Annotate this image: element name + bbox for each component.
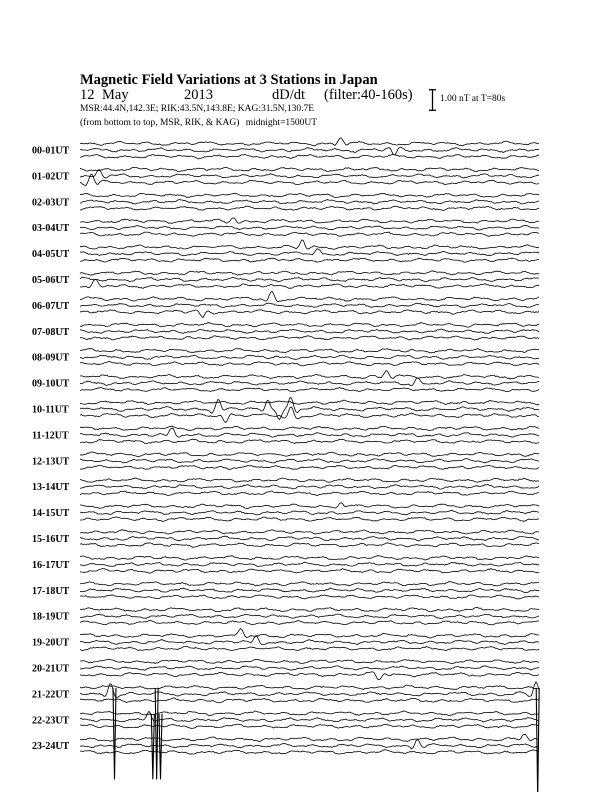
- hour-label: 08-09UT: [32, 352, 70, 364]
- station-trace: [80, 530, 539, 534]
- hour-label: 16-17UT: [32, 559, 70, 571]
- station-trace: [80, 400, 539, 405]
- station-trace: [80, 258, 539, 262]
- station-trace: [80, 426, 539, 430]
- station-trace: [80, 232, 539, 236]
- hour-label: 00-01UT: [32, 145, 70, 157]
- station-trace: [80, 371, 539, 379]
- hour-label: 06-07UT: [32, 300, 70, 312]
- station-trace: [80, 543, 539, 548]
- station-trace: [80, 536, 539, 541]
- date-month: May: [102, 87, 129, 103]
- station-trace: [80, 698, 539, 703]
- hour-label: 01-02UT: [32, 171, 70, 183]
- station-trace: [80, 428, 539, 437]
- station-trace: [80, 646, 539, 650]
- hour-label: 21-22UT: [32, 689, 70, 701]
- quantity-label: dD/dt: [272, 87, 306, 103]
- hour-label: 20-21UT: [32, 663, 70, 675]
- hour-label: 18-19UT: [32, 611, 70, 623]
- hour-label: 10-11UT: [32, 404, 69, 416]
- hour-label: 09-10UT: [32, 378, 70, 390]
- station-trace: [80, 620, 539, 624]
- station-trace: [80, 200, 539, 205]
- disturbance-spike: [155, 688, 158, 779]
- disturbance-spike: [159, 714, 162, 780]
- hour-label: 03-04UT: [32, 223, 70, 235]
- station-trace: [80, 607, 539, 611]
- hour-label: 17-18UT: [32, 585, 70, 597]
- disturbance-spike: [151, 714, 154, 780]
- scale-label: 1.00 nT at T=80s: [440, 94, 506, 104]
- station-trace: [80, 485, 539, 490]
- date-day: 12: [80, 87, 95, 103]
- station-trace: [80, 240, 539, 250]
- station-trace: [80, 336, 539, 340]
- station-trace: [80, 724, 539, 728]
- station-trace: [80, 378, 539, 386]
- station-trace: [80, 387, 539, 391]
- station-trace: [80, 629, 539, 638]
- station-trace: [80, 659, 539, 664]
- station-trace: [80, 291, 539, 302]
- hour-label: 11-12UT: [32, 430, 69, 442]
- disturbance-spike: [536, 688, 539, 792]
- station-trace: [80, 734, 539, 741]
- midnight-note: midnight=1500UT: [245, 118, 318, 128]
- station-trace: [80, 361, 539, 366]
- station-trace: [80, 666, 539, 671]
- station-trace: [80, 503, 539, 509]
- station-trace: [80, 407, 539, 423]
- date-year: 2013: [184, 87, 213, 103]
- station-trace: [80, 218, 539, 223]
- hour-label: 23-24UT: [32, 741, 70, 753]
- hour-label: 04-05UT: [32, 249, 70, 261]
- station-trace: [80, 147, 539, 155]
- station-trace: [80, 478, 539, 482]
- station-trace: [80, 225, 539, 230]
- station-trace: [80, 249, 539, 256]
- station-trace: [80, 459, 539, 463]
- station-trace: [80, 595, 539, 599]
- station-trace: [80, 614, 539, 618]
- hour-label: 19-20UT: [32, 637, 70, 649]
- station-trace: [80, 588, 539, 592]
- station-trace: [80, 562, 539, 566]
- station-trace: [80, 517, 539, 522]
- station-trace: [80, 193, 539, 197]
- station-trace: [80, 569, 539, 574]
- station-trace: [80, 465, 539, 469]
- station-trace: [80, 170, 539, 178]
- disturbance-spike: [113, 688, 116, 779]
- station-trace: [80, 637, 539, 645]
- station-trace: [80, 323, 539, 328]
- station-trace: [80, 439, 539, 443]
- station-trace: [80, 310, 539, 318]
- station-trace: [80, 138, 539, 146]
- station-trace: [80, 329, 539, 334]
- hour-label: 05-06UT: [32, 275, 70, 286]
- filter-label: (filter:40-160s): [324, 87, 413, 103]
- station-trace: [80, 154, 539, 159]
- hour-label: 14-15UT: [32, 508, 70, 520]
- station-trace: [80, 582, 539, 586]
- station-trace: [80, 685, 539, 690]
- hour-label: 22-23UT: [32, 715, 70, 727]
- stations-line: MSR:44.4N,142.3E; RIK:43.5N,143.8E; KAG:31.5N,130.7E: [80, 104, 315, 114]
- station-trace: [80, 491, 539, 496]
- hour-label: 15-16UT: [32, 534, 70, 545]
- station-trace: [80, 750, 539, 754]
- station-trace: [80, 672, 539, 680]
- station-trace: [80, 167, 539, 171]
- station-trace: [80, 349, 539, 353]
- hour-label: 12-13UT: [32, 456, 70, 468]
- station-trace: [80, 740, 539, 749]
- hour-label: 02-03UT: [32, 197, 70, 209]
- station-trace: [80, 556, 539, 560]
- station-trace: [80, 510, 539, 515]
- station-trace: [80, 271, 539, 276]
- hour-label: 07-08UT: [32, 326, 70, 338]
- station-trace: [80, 355, 539, 359]
- station-trace: [80, 303, 539, 307]
- station-trace: [80, 279, 539, 288]
- hour-label: 13-14UT: [32, 482, 70, 494]
- station-trace: [80, 682, 539, 698]
- station-trace: [80, 452, 539, 457]
- order-text: (from bottom to top, MSR, RIK, & KAG): [80, 118, 240, 128]
- station-trace: [80, 277, 539, 282]
- title: Magnetic Field Variations at 3 Stations in Japan: [80, 72, 378, 88]
- station-trace: [80, 206, 539, 210]
